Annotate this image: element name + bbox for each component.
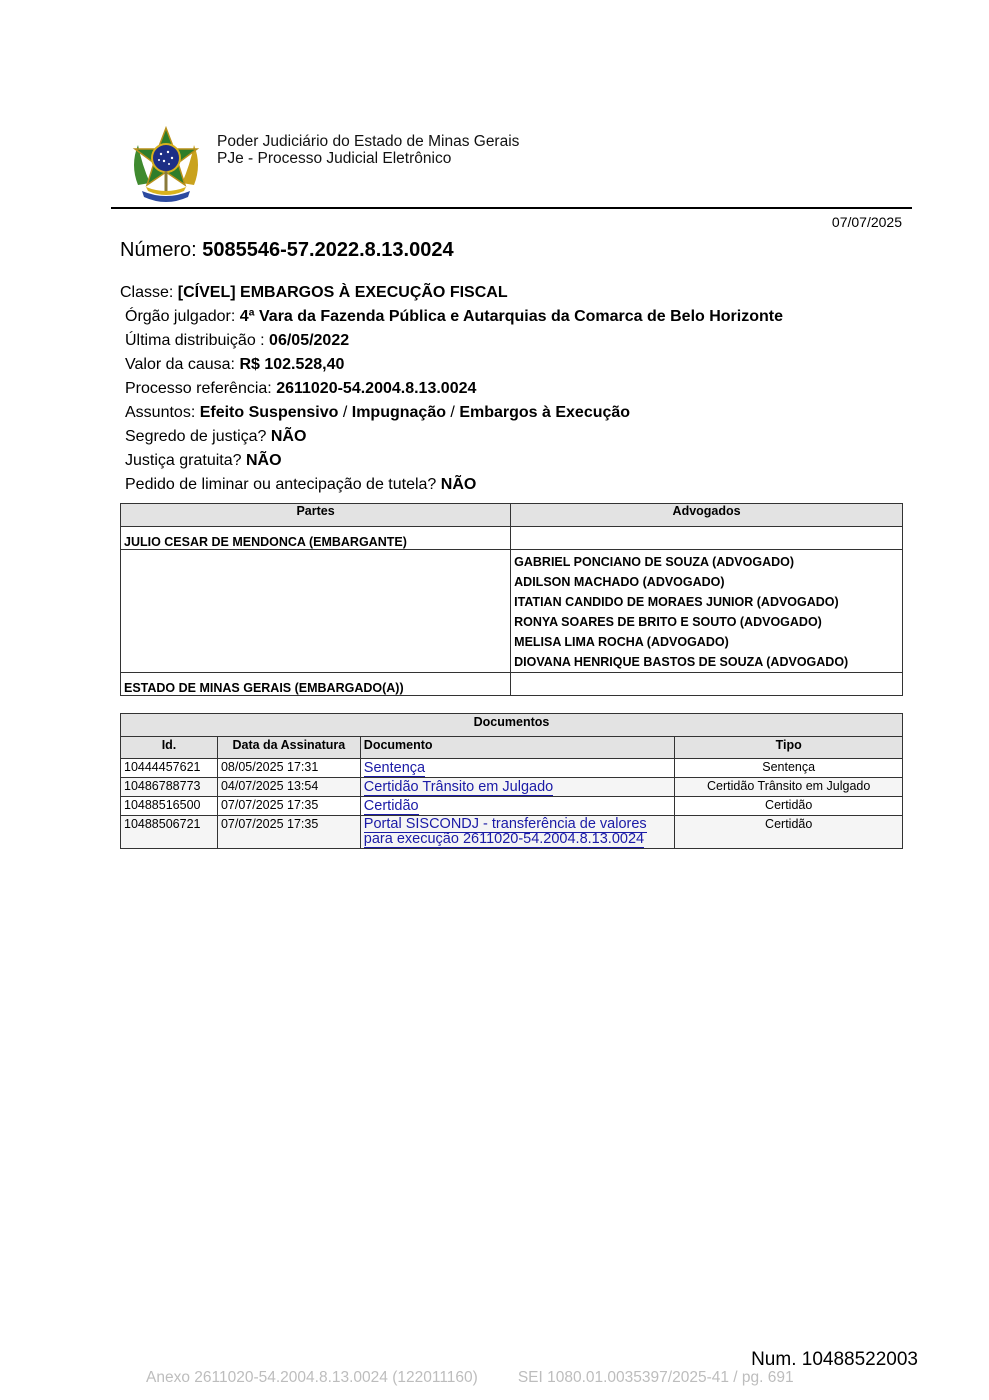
info-classe (120, 284, 508, 302)
info-value: 4ª Vara da Fazenda Pública e Autarquias da Comarca de Belo Horizonte (239, 308, 783, 325)
documentos-table (120, 713, 903, 849)
doc-id: 10488516500 (121, 797, 218, 816)
footer-anexo: Anexo 2611020-54.2004.8.13.0024 (122011160) (146, 1369, 478, 1386)
info-value: Embargos à Execução (459, 404, 631, 421)
info-label: Segredo de justiça? (125, 428, 271, 445)
advogados-list (511, 550, 903, 673)
doc-link[interactable] (360, 759, 675, 778)
header-divider (111, 207, 912, 209)
info-label: Classe: (120, 284, 178, 301)
footer-sei: SEI 1080.01.0035397/2025-41 / pg. 691 (517, 1369, 794, 1386)
info-separator: / (445, 404, 460, 421)
info-orgao-julgador (125, 308, 783, 326)
process-number-label: Número: (120, 239, 203, 261)
doc-tipo: Certidão (675, 816, 903, 849)
doc-data: 07/07/2025 17:35 (217, 816, 360, 849)
info-ultima-distribuicao (125, 332, 349, 350)
info-label: Processo referência: (125, 380, 277, 397)
doc-data: 08/05/2025 17:31 (217, 759, 360, 778)
info-value: NÃO (440, 476, 477, 493)
info-value: NÃO (245, 452, 282, 469)
info-value: Impugnação (351, 404, 446, 421)
advogado-item: ADILSON MACHADO (ADVOGADO) (514, 575, 725, 589)
info-assuntos (125, 404, 630, 422)
doc-link-text[interactable]: Portal SISCONDJ - transferência de valores para execução 2611020-54.2004.8.13.0024 (363, 816, 647, 847)
page-footer (146, 1369, 794, 1387)
doc-id: 10486788773 (121, 778, 218, 797)
advogado-item: MELISA LIMA ROCHA (ADVOGADO) (514, 635, 729, 649)
advogado-item: ITATIAN CANDIDO DE MORAES JUNIOR (ADVOGADO) (514, 595, 839, 609)
info-value: 06/05/2022 (269, 332, 350, 349)
info-label: Pedido de liminar ou antecipação de tutela? (125, 476, 441, 493)
advogado-item: DIOVANA HENRIQUE BASTOS DE SOUZA (ADVOGADO) (514, 655, 849, 669)
info-value: NÃO (270, 428, 307, 445)
advogados-cell-empty (511, 527, 903, 550)
institution-name: Poder Judiciário do Estado de Minas Gerais (217, 133, 520, 150)
table-row (121, 778, 903, 797)
table-row (121, 816, 903, 849)
col-id: Id. (121, 737, 218, 759)
doc-link[interactable] (360, 797, 675, 816)
col-data-assinatura: Data da Assinatura (217, 737, 360, 759)
info-label: Órgão julgador: (125, 308, 240, 325)
parte-embargado: ESTADO DE MINAS GERAIS (EMBARGADO(A)) (121, 673, 511, 696)
info-label: Valor da causa: (125, 356, 240, 373)
process-number-value: 5085546-57.2022.8.13.0024 (202, 239, 454, 261)
info-label: Justiça gratuita? (125, 452, 246, 469)
brasao-emblem-icon (128, 125, 204, 207)
parte-embargante: JULIO CESAR DE MENDONCA (EMBARGANTE) (121, 527, 511, 550)
advogado-item: RONYA SOARES DE BRITO E SOUTO (ADVOGADO) (514, 615, 822, 629)
info-processo-referencia (125, 380, 476, 398)
doc-link-text[interactable]: Certidão Trânsito em Julgado (363, 779, 554, 795)
info-pedido-liminar (125, 476, 476, 494)
documentos-caption: Documentos (121, 714, 903, 737)
table-row (121, 797, 903, 816)
institution-header (217, 133, 519, 167)
process-number (120, 239, 454, 262)
doc-data: 04/07/2025 13:54 (217, 778, 360, 797)
doc-link[interactable] (360, 778, 675, 797)
advogado-item: GABRIEL PONCIANO DE SOUZA (ADVOGADO) (514, 555, 795, 569)
partes-column-header: Partes (121, 504, 511, 527)
doc-tipo: Sentença (675, 759, 903, 778)
doc-id: 10444457621 (121, 759, 218, 778)
info-value: 2611020-54.2004.8.13.0024 (276, 380, 477, 397)
info-separator: / (338, 404, 352, 421)
document-num: Num. 10488522003 (751, 1349, 918, 1370)
doc-link-text[interactable]: Sentença (363, 760, 426, 776)
info-value: [CÍVEL] EMBARGOS À EXECUÇÃO FISCAL (177, 284, 508, 301)
info-value: Efeito Suspensivo (199, 404, 339, 421)
col-tipo: Tipo (675, 737, 903, 759)
doc-data: 07/07/2025 17:35 (217, 797, 360, 816)
doc-link[interactable] (360, 816, 675, 849)
doc-link-text[interactable]: Certidão (363, 798, 419, 814)
advogados-column-header: Advogados (511, 504, 903, 527)
advogados-cell-empty (511, 673, 903, 696)
parte-cell-empty (121, 550, 511, 673)
info-valor-causa (125, 356, 344, 374)
doc-id: 10488506721 (121, 816, 218, 849)
info-label: Última distribuição : (125, 332, 270, 349)
doc-tipo: Certidão Trânsito em Julgado (675, 778, 903, 797)
info-value: R$ 102.528,40 (239, 356, 345, 373)
doc-tipo: Certidão (675, 797, 903, 816)
document-date: 07/07/2025 (831, 214, 902, 230)
system-name: PJe - Processo Judicial Eletrônico (217, 150, 452, 167)
col-documento: Documento (360, 737, 675, 759)
info-justica-gratuita (125, 452, 282, 470)
table-row (121, 759, 903, 778)
info-segredo-justica (125, 428, 306, 446)
info-label: Assuntos: (125, 404, 200, 421)
partes-table (120, 503, 903, 696)
